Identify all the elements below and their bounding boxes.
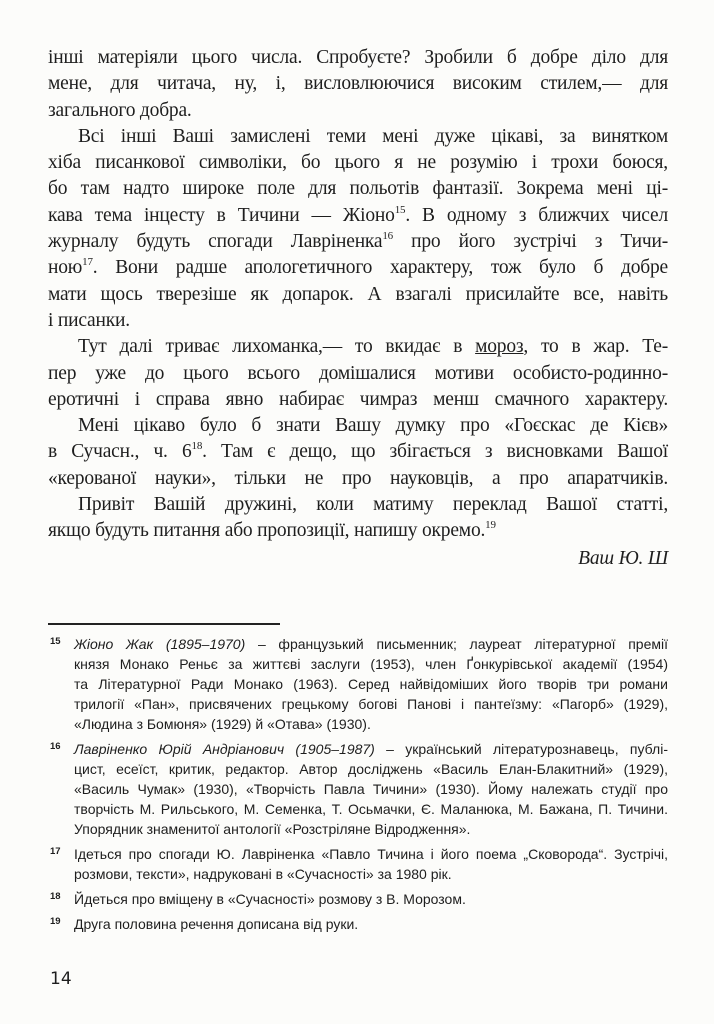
text: . Вони радше апологетичного характеру, тож було б добре	[92, 257, 668, 279]
text-line: мене, для читача, ну, і, висловлюючися високим стилем,— для	[48, 73, 668, 95]
text: ною	[48, 257, 83, 279]
text-line	[48, 203, 668, 229]
text: , то в жар. Те-	[523, 336, 668, 358]
text-line: інші матеріяли цього числа. Спробуєте? Зробили б добре діло для	[48, 47, 668, 68]
footnote-ref[interactable]: 17	[82, 256, 93, 269]
footnote-line: князя Монако Реньє за життєві заслуги (1953), член Ґонкурівської академії (1954)	[74, 656, 668, 672]
footnote-name: Жіоно Жак (1895–1970)	[74, 636, 246, 652]
page-number: 14	[50, 969, 72, 989]
footnote-line: Упорядник знаменитої антології «Розстріляне Відродження».	[74, 821, 471, 837]
footnote-line: розмови, тексти», надруковані в «Сучасності» за 1980 рік.	[74, 866, 452, 882]
footnote-line: Йдеться про вміщену в «Сучасності» розмову з В. Морозом.	[74, 891, 466, 907]
text: журналу будуть спогади Лавріненка	[48, 231, 383, 253]
text-line	[48, 255, 668, 281]
footnote-number: 18	[50, 891, 61, 902]
footnotes	[48, 634, 668, 939]
footnote-line: та Літературної Ради Монако (1963). Серед найвідоміших його творів три романи	[74, 676, 668, 692]
footnote-line: трилогії «Пан», присвячених грецькому богові Панові і пантеїзму: «Пагорб» (1929),	[74, 696, 668, 712]
text-line	[48, 334, 668, 360]
underlined-word: мороз	[475, 336, 524, 358]
footnote-line: творчість М. Рильського, М. Семенка, Т. Осьмачки, Є. Маланюка, М. Бажана, П. Тичини.	[74, 801, 668, 817]
text-line: хіба писанкової символіки, бо цього я не розумію і трохи боюся,	[48, 152, 668, 174]
footnote-line	[74, 739, 668, 759]
footnote-number: 19	[50, 916, 61, 927]
text: Тут далі триває лихоманка,— то вкидає в	[78, 336, 476, 358]
footnote-line: цист, есеїст, критик, редактор. Автор досліджень «Василь Елан-Блакитний» (1929),	[74, 761, 668, 777]
text-line: еротичні і справа явно набирає чимраз менш смачного характеру.	[48, 388, 668, 410]
footnote-17	[48, 844, 668, 884]
text-line: «керованої науки», тільки не про науковців, а про апаратчиків.	[48, 467, 668, 489]
text-line: пер уже до цього всього домішалися мотиви особисто-родинно-	[48, 362, 668, 384]
footnote-number: 17	[50, 846, 61, 857]
text-line	[48, 518, 668, 544]
text: про його зустрічі з Тичи-	[392, 231, 668, 253]
text-line: і писанки.	[48, 309, 130, 331]
footnote-19	[48, 914, 668, 934]
footnote-ref[interactable]: 19	[485, 519, 496, 532]
text: в Сучасн., ч. 6	[48, 441, 192, 463]
text-line: Мені цікаво було б знати Вашу думку про «Гоєскас де Кієв»	[78, 415, 668, 437]
footnote-name: Лавріненко Юрій Андріанович (1905–1987)	[74, 741, 375, 757]
text: . В одному з ближчих чисел	[405, 204, 668, 226]
text: якщо будуть питання або пропозиції, напишу окремо.	[48, 520, 486, 542]
footnote-line: «Василь Чумак» (1930), «Творчість Павла Тичини» (1930). Йому належать студії про	[74, 781, 668, 797]
footnote-18	[48, 889, 668, 909]
text-line	[48, 439, 668, 465]
footnote-ref[interactable]: 18	[191, 440, 203, 453]
text-line: мати щось тверезіше як допарок. А взагалі присилайте все, навіть	[48, 283, 668, 305]
footnote-line: Ідеться про спогади Ю. Лавріненка «Павло Тичина і його поема „Сковорода“. Зустрічі,	[74, 846, 668, 862]
text: кава тема інцесту в Тичини — Жіоно	[48, 204, 395, 226]
footnote-line: «Людина з Бомюня» (1929) й «Отава» (1930).	[74, 716, 371, 732]
footnote-16	[48, 739, 668, 839]
footnote-15	[48, 634, 668, 734]
footnote-number: 15	[50, 636, 61, 647]
text-line	[48, 229, 668, 255]
text: . Там є дещо, що збігається з висновками Вашої	[202, 441, 668, 463]
footnote-ref[interactable]: 16	[382, 230, 393, 243]
footnote-ref[interactable]: 15	[394, 203, 406, 216]
text-line: загального добра.	[48, 99, 192, 121]
text-line: Привіт Вашій дружині, коли матиму переклад Вашої статті,	[78, 494, 668, 516]
text: – український літературознавець, публі-	[374, 741, 668, 757]
footnote-line: Друга половина речення дописана від руки.	[74, 916, 359, 932]
signature: Ваш Ю. Ш	[578, 547, 668, 569]
footnote-number: 16	[50, 741, 61, 752]
text: – французький письменник; лауреат літературної премії	[245, 636, 668, 652]
text-line: Всі інші Ваші замислені теми мені дуже цікаві, за винятком	[78, 125, 668, 147]
footnote-line	[74, 634, 668, 654]
footnote-divider	[48, 623, 280, 625]
letter-body	[48, 45, 668, 572]
text-line: бо там надто широке поле для польотів фантазії. Зокрема мені ці-	[48, 178, 668, 200]
